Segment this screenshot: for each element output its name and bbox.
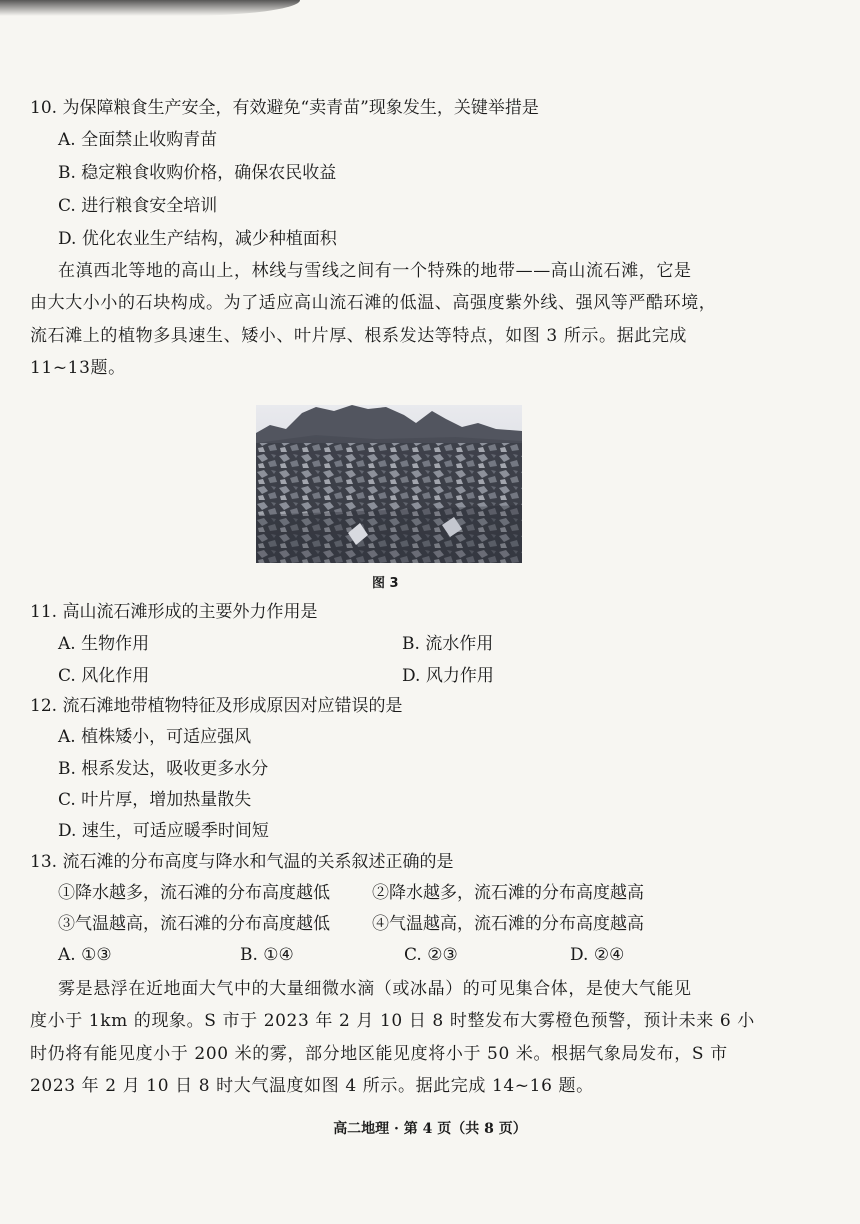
passage1-line: 在滇西北等地的高山上，林线与雪线之间有一个特殊的地带——高山流石滩，它是 [58, 261, 692, 281]
q12-stem: 12. 流石滩地带植物特征及形成原因对应错误的是 [30, 696, 403, 716]
q11-option-c: C. 风化作用 [58, 666, 150, 686]
q13-option-c: C. ②③ [404, 945, 458, 965]
q10-option-b: B. 稳定粮食收购价格，确保农民收益 [58, 163, 337, 183]
q12-option-c: C. 叶片厚，增加热量散失 [58, 790, 252, 810]
q11-option-d: D. 风力作用 [402, 666, 494, 686]
q13-stem: 13. 流石滩的分布高度与降水和气温的关系叙述正确的是 [30, 852, 454, 872]
q10-option-d: D. 优化农业生产结构，减少种植面积 [58, 229, 337, 249]
q11-option-a: A. 生物作用 [58, 634, 150, 654]
q11-stem: 11. 高山流石滩形成的主要外力作用是 [30, 602, 318, 622]
scan-shadow [0, 0, 300, 16]
q13-statement-1: ①降水越多，流石滩的分布高度越低 [58, 883, 330, 903]
passage1-line: 11~13题。 [30, 358, 126, 378]
q10-option-c: C. 进行粮食安全培训 [58, 196, 218, 216]
q13-option-d: D. ②④ [570, 945, 625, 965]
q10-option-a: A. 全面禁止收购青苗 [58, 130, 218, 150]
scree-photo [256, 405, 522, 563]
page-footer: 高二地理 · 第 4 页（共 8 页） [333, 1121, 527, 1137]
q10-stem: 10. 为保障粮食生产安全，有效避免“卖青苗”现象发生，关键举措是 [30, 98, 539, 118]
passage1-line: 由大大小小的石块构成。为了适应高山流石滩的低温、高强度紫外线、强风等严酷环境， [30, 293, 717, 313]
scree-illustration [256, 405, 522, 563]
passage2-line: 2023 年 2 月 10 日 8 时大气温度如图 4 所示。据此完成 14~16 题。 [30, 1076, 594, 1096]
passage1-line: 流石滩上的植物多具速生、矮小、叶片厚、根系发达等特点，如图 3 所示。据此完成 [30, 326, 688, 346]
q12-option-b: B. 根系发达，吸收更多水分 [58, 759, 269, 779]
passage2-line: 时仍将有能见度小于 200 米的雾，部分地区能见度将小于 50 米。根据气象局发布，S 市 [30, 1044, 728, 1064]
q11-option-b: B. 流水作用 [402, 634, 494, 654]
q13-option-a: A. ①③ [58, 945, 112, 965]
passage2-line: 雾是悬浮在近地面大气中的大量细微水滴（或冰晶）的可见集合体，是使大气能见 [58, 979, 692, 999]
q12-option-d: D. 速生，可适应暖季时间短 [58, 821, 269, 841]
q13-statement-3: ③气温越高，流石滩的分布高度越低 [58, 914, 330, 934]
passage2-line: 度小于 1km 的现象。S 市于 2023 年 2 月 10 日 8 时整发布大雾橙色预警，预计未来 6 小 [30, 1011, 755, 1031]
q13-option-b: B. ①④ [240, 945, 294, 965]
q13-statement-2: ②降水越多，流石滩的分布高度越高 [372, 883, 644, 903]
figure3-caption: 图 3 [372, 576, 399, 591]
q13-statement-4: ④气温越高，流石滩的分布高度越高 [372, 914, 644, 934]
q12-option-a: A. 植株矮小，可适应强风 [58, 727, 252, 747]
